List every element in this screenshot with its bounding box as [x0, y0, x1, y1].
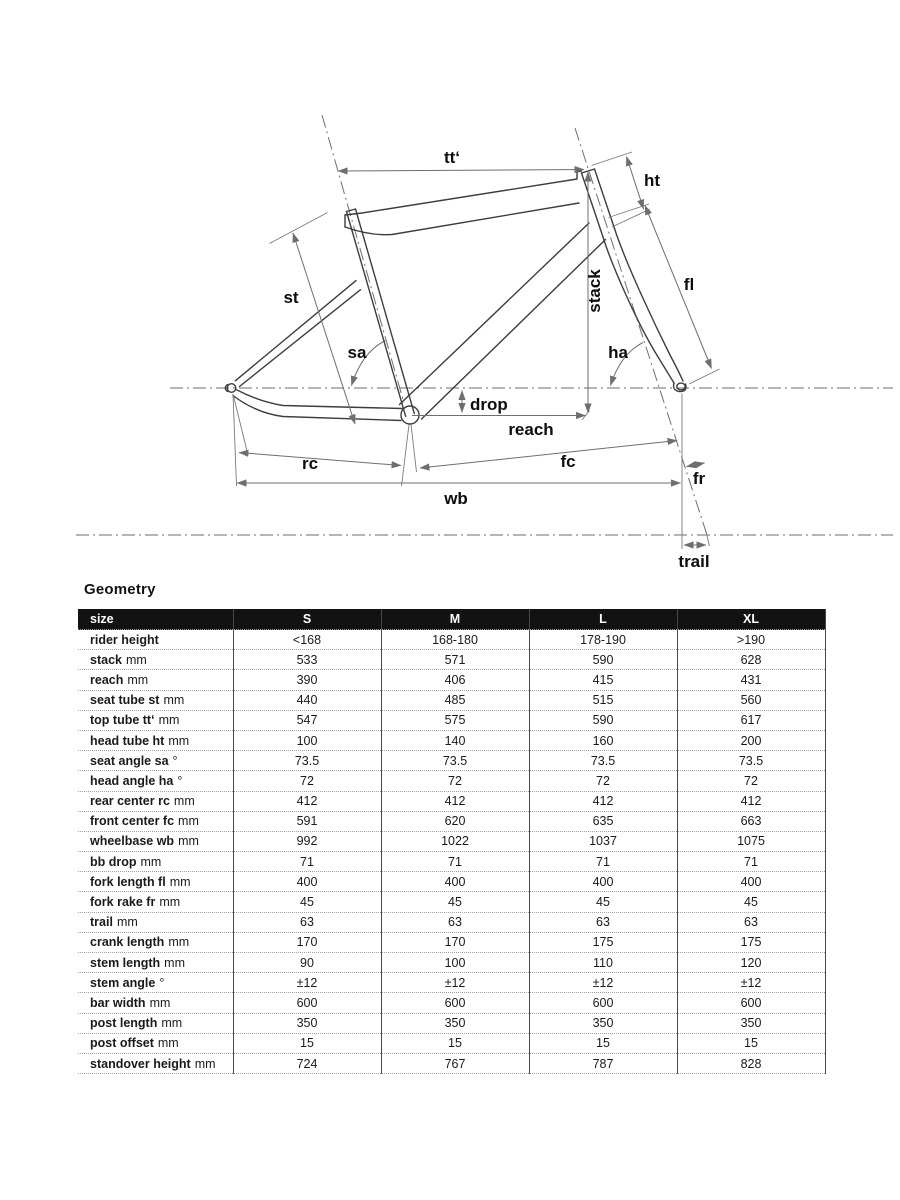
row-label: [78, 650, 233, 670]
measure-name: standover height: [90, 1056, 191, 1071]
column-header-size-l: L: [529, 609, 677, 630]
row-label: [78, 710, 233, 730]
row-label: [78, 912, 233, 932]
value-cell: 390: [233, 670, 381, 690]
measure-name: head tube ht: [90, 733, 165, 748]
table-row: [78, 710, 825, 730]
value-cell: 175: [677, 932, 825, 952]
value-cell: 45: [677, 892, 825, 912]
table-row: [78, 831, 825, 851]
value-cell: 590: [529, 710, 677, 730]
geometry-table: [78, 609, 826, 1074]
measure-name: front center fc: [90, 814, 175, 829]
measure-unit: mm: [158, 713, 180, 728]
measure-unit: mm: [164, 955, 185, 970]
measure-name: fork length fl: [90, 874, 166, 889]
row-label: [78, 690, 233, 710]
table-row: [78, 771, 825, 791]
measure-name: bar width: [90, 995, 146, 1010]
label-fork-rake: fr: [692, 469, 706, 488]
measure-name: trail: [90, 915, 113, 930]
measure-name: fork rake fr: [90, 895, 156, 910]
value-cell: 600: [381, 993, 529, 1013]
value-cell: 350: [233, 1013, 381, 1033]
label-bb-drop: drop: [470, 395, 508, 414]
measure-name: wheelbase wb: [90, 834, 175, 849]
label-wheelbase: wb: [444, 489, 468, 508]
value-cell: 412: [381, 791, 529, 811]
value-cell: 170: [381, 932, 529, 952]
table-row: [78, 630, 825, 650]
value-cell: 560: [677, 690, 825, 710]
table-row: [78, 1013, 825, 1033]
measure-unit: mm: [125, 652, 147, 667]
row-label: [78, 932, 233, 952]
value-cell: 600: [677, 993, 825, 1013]
row-label: [78, 1053, 233, 1073]
label-trail: trail: [678, 552, 710, 571]
value-cell: 617: [677, 710, 825, 730]
table-row: [78, 1053, 825, 1073]
value-cell: 73.5: [677, 751, 825, 771]
value-cell: ±12: [233, 973, 381, 993]
value-cell: 45: [381, 892, 529, 912]
table-row: [78, 690, 825, 710]
table-row: [78, 892, 825, 912]
value-cell: 412: [529, 791, 677, 811]
value-cell: 400: [529, 872, 677, 892]
header-row: [78, 609, 825, 630]
value-cell: 440: [233, 690, 381, 710]
value-cell: 15: [381, 1033, 529, 1053]
value-cell: ±12: [677, 973, 825, 993]
value-cell: 72: [677, 771, 825, 791]
measure-unit: mm: [194, 1056, 216, 1071]
measure-name: post length: [90, 1016, 158, 1031]
measure-unit: °: [172, 753, 178, 768]
value-cell: 170: [233, 932, 381, 952]
column-header-size-xl: XL: [677, 609, 825, 630]
value-cell: 415: [529, 670, 677, 690]
geometry-table-body: [78, 630, 825, 1074]
label-seat-angle: sa: [347, 343, 367, 362]
value-cell: 350: [677, 1013, 825, 1033]
value-cell: 620: [381, 811, 529, 831]
value-cell: 591: [233, 811, 381, 831]
measure-name: stem length: [90, 955, 161, 970]
measure-name: reach: [90, 672, 124, 687]
measure-name: post offset: [90, 1036, 154, 1051]
dimension-lines: [237, 157, 712, 546]
value-cell: 120: [677, 953, 825, 973]
measure-unit: mm: [178, 814, 199, 829]
value-cell: 100: [233, 730, 381, 750]
measure-name: top tube tt‘: [90, 713, 155, 728]
row-label: [78, 670, 233, 690]
extension-lines: [233, 152, 720, 549]
value-cell: 45: [233, 892, 381, 912]
value-cell: 72: [529, 771, 677, 791]
table-row: [78, 852, 825, 872]
measure-unit: mm: [140, 854, 162, 869]
row-label: [78, 751, 233, 771]
value-cell: 1075: [677, 831, 825, 851]
value-cell: 200: [677, 730, 825, 750]
measure-name: bb drop: [90, 854, 137, 869]
value-cell: 431: [677, 670, 825, 690]
value-cell: 72: [233, 771, 381, 791]
frame-geometry-diagram: [0, 0, 900, 580]
measure-unit: mm: [127, 672, 149, 687]
row-label: [78, 852, 233, 872]
measure-unit: mm: [168, 733, 190, 748]
label-rear-center: rc: [301, 454, 319, 473]
row-label: [78, 791, 233, 811]
measure-unit: mm: [157, 1036, 179, 1051]
measure-name: crank length: [90, 935, 165, 950]
value-cell: 350: [381, 1013, 529, 1033]
measure-unit: mm: [168, 935, 190, 950]
value-cell: <168: [233, 630, 381, 650]
measure-name: seat angle sa: [90, 753, 169, 768]
label-front-center: fc: [560, 452, 576, 471]
value-cell: >190: [677, 630, 825, 650]
value-cell: 1022: [381, 831, 529, 851]
value-cell: 71: [529, 852, 677, 872]
value-cell: 787: [529, 1053, 677, 1073]
value-cell: 168-180: [381, 630, 529, 650]
row-label: [78, 892, 233, 912]
row-label: [78, 973, 233, 993]
table-row: [78, 650, 825, 670]
label-stack: stack: [585, 269, 604, 313]
measure-name: head angle ha: [90, 773, 174, 788]
row-label: [78, 730, 233, 750]
value-cell: 767: [381, 1053, 529, 1073]
label-fork-length: fl: [683, 275, 695, 294]
value-cell: 63: [233, 912, 381, 932]
value-cell: 63: [677, 912, 825, 932]
value-cell: 73.5: [381, 751, 529, 771]
value-cell: ±12: [529, 973, 677, 993]
row-label: [78, 630, 233, 650]
value-cell: 628: [677, 650, 825, 670]
value-cell: 515: [529, 690, 677, 710]
value-cell: 1037: [529, 831, 677, 851]
value-cell: 400: [381, 872, 529, 892]
row-label: [78, 953, 233, 973]
row-label: [78, 1033, 233, 1053]
value-cell: 71: [233, 852, 381, 872]
column-header-size-m: M: [381, 609, 529, 630]
row-label: [78, 831, 233, 851]
value-cell: 635: [529, 811, 677, 831]
row-label: [78, 1013, 233, 1033]
measure-unit: mm: [159, 895, 181, 910]
measure-unit: mm: [163, 693, 185, 708]
table-row: [78, 791, 825, 811]
value-cell: 412: [233, 791, 381, 811]
measure-name: stem angle: [90, 975, 156, 990]
value-cell: 71: [381, 852, 529, 872]
row-label: [78, 872, 233, 892]
value-cell: 533: [233, 650, 381, 670]
table-row: [78, 751, 825, 771]
table-row: [78, 670, 825, 690]
label-seat-tube: st: [283, 288, 299, 307]
measure-unit: mm: [169, 874, 191, 889]
value-cell: ±12: [381, 973, 529, 993]
value-cell: 547: [233, 710, 381, 730]
table-row: [78, 932, 825, 952]
value-cell: 140: [381, 730, 529, 750]
table-row: [78, 973, 825, 993]
value-cell: 571: [381, 650, 529, 670]
value-cell: 590: [529, 650, 677, 670]
value-cell: 992: [233, 831, 381, 851]
geometry-table-header: [78, 609, 825, 630]
value-cell: 90: [233, 953, 381, 973]
value-cell: 72: [381, 771, 529, 791]
geometry-section-title: Geometry: [84, 581, 156, 598]
value-cell: 406: [381, 670, 529, 690]
value-cell: 73.5: [529, 751, 677, 771]
value-cell: 178-190: [529, 630, 677, 650]
table-row: [78, 993, 825, 1013]
value-cell: 15: [677, 1033, 825, 1053]
table-row: [78, 872, 825, 892]
value-cell: 73.5: [233, 751, 381, 771]
value-cell: 45: [529, 892, 677, 912]
measure-unit: mm: [161, 1016, 183, 1031]
row-label: [78, 771, 233, 791]
value-cell: 412: [677, 791, 825, 811]
row-label: [78, 993, 233, 1013]
value-cell: 600: [529, 993, 677, 1013]
value-cell: 724: [233, 1053, 381, 1073]
value-cell: 663: [677, 811, 825, 831]
measure-name: seat tube st: [90, 693, 160, 708]
value-cell: 71: [677, 852, 825, 872]
table-row: [78, 730, 825, 750]
value-cell: 600: [233, 993, 381, 1013]
table-row: [78, 953, 825, 973]
label-head-angle: ha: [608, 343, 628, 362]
label-reach: reach: [508, 420, 554, 439]
value-cell: 175: [529, 932, 677, 952]
measure-name: rider height: [90, 632, 159, 647]
label-top-tube: tt‘: [443, 148, 461, 167]
value-cell: 350: [529, 1013, 677, 1033]
measure-unit: mm: [116, 915, 138, 930]
measure-unit: mm: [149, 995, 171, 1010]
value-cell: 110: [529, 953, 677, 973]
table-row: [78, 1033, 825, 1053]
column-header-size: size: [78, 609, 233, 630]
measure-name: rear center rc: [90, 794, 170, 809]
value-cell: 828: [677, 1053, 825, 1073]
value-cell: 100: [381, 953, 529, 973]
value-cell: 575: [381, 710, 529, 730]
value-cell: 485: [381, 690, 529, 710]
measure-name: stack: [90, 652, 122, 667]
row-label: [78, 811, 233, 831]
value-cell: 400: [233, 872, 381, 892]
measure-unit: mm: [173, 794, 195, 809]
value-cell: 63: [529, 912, 677, 932]
table-row: [78, 912, 825, 932]
label-head-tube: ht: [643, 171, 661, 190]
value-cell: 15: [233, 1033, 381, 1053]
value-cell: 160: [529, 730, 677, 750]
column-header-size-s: S: [233, 609, 381, 630]
value-cell: 63: [381, 912, 529, 932]
measure-unit: °: [177, 773, 183, 788]
value-cell: 15: [529, 1033, 677, 1053]
center-lines: [76, 115, 893, 535]
measure-unit: mm: [178, 834, 199, 849]
value-cell: 400: [677, 872, 825, 892]
measure-unit: °: [159, 975, 165, 990]
table-row: [78, 811, 825, 831]
